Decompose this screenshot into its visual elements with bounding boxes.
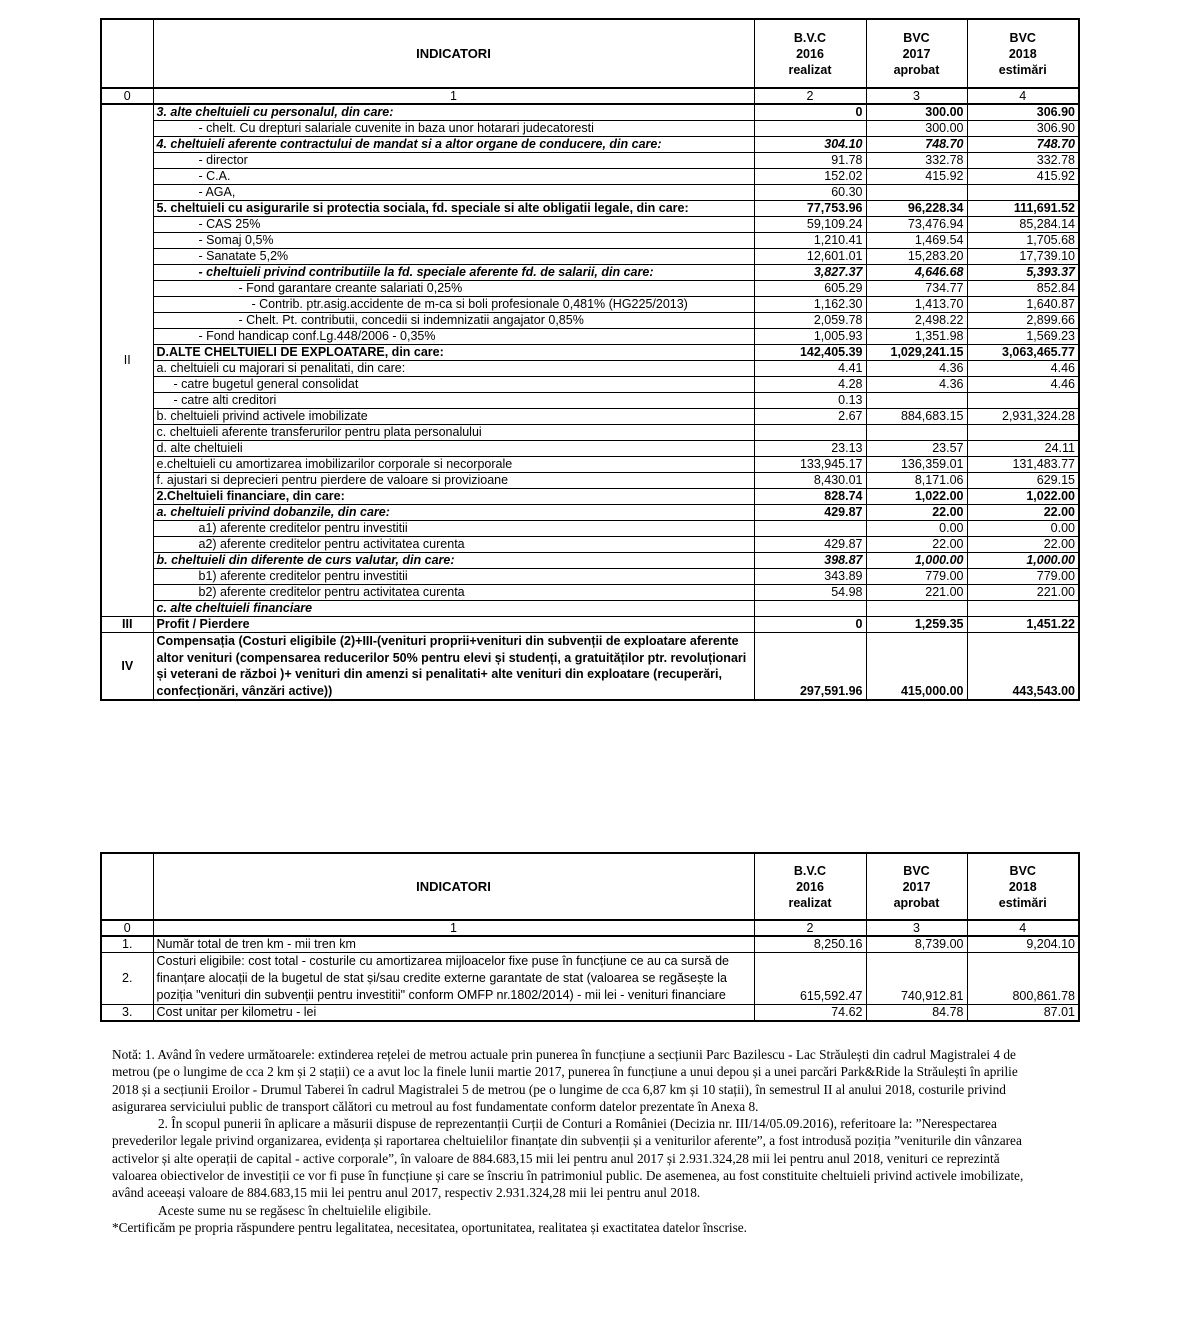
- row-label: 5. cheltuieli cu asigurarile si protectia sociala, fd. speciale si alte obligatii legale, din care:: [153, 201, 754, 217]
- table-row: [101, 585, 1079, 601]
- row-label: a. cheltuieli cu majorari si penalitati, din care:: [153, 361, 754, 377]
- row-label: - Sanatate 5,2%: [153, 249, 754, 265]
- value-2016: 133,945.17: [754, 457, 866, 473]
- row-label: Costuri eligibile: cost total - costurile cu amortizarea mijloacelor fixe puse în funcțiune ce au ca sursă de finanțare alocații de la bugetul de stat și/sau credite externe garantate de stat (valoarea se regăsește la poziția "venituri din subvenții pentru investitii" conform OMFP nr.1802/2014) - mii lei - venituri financiare: [153, 953, 754, 1005]
- table-row: [101, 169, 1079, 185]
- header-2018: BVC 2018 estimări: [967, 853, 1079, 920]
- value-2016: 12,601.01: [754, 249, 866, 265]
- header-2017: BVC 2017 aprobat: [866, 19, 967, 88]
- row-label: - Contrib. ptr.asig.accidente de m-ca si boli profesionale 0,481% (HG225/2013): [153, 297, 754, 313]
- row-label: e.cheltuieli cu amortizarea imobilizarilor corporale si necorporale: [153, 457, 754, 473]
- row-label: - C.A.: [153, 169, 754, 185]
- row-label: Profit / Pierdere: [153, 617, 754, 633]
- value-2017: 84.78: [866, 1005, 967, 1022]
- value-2016: 59,109.24: [754, 217, 866, 233]
- value-2017: 300.00: [866, 121, 967, 137]
- col-number: 1: [153, 920, 754, 936]
- value-2016: 1,210.41: [754, 233, 866, 249]
- row-label: - AGA,: [153, 185, 754, 201]
- value-2016: [754, 121, 866, 137]
- value-2018: 1,640.87: [967, 297, 1079, 313]
- table-row: [101, 297, 1079, 313]
- value-2016: 54.98: [754, 585, 866, 601]
- value-2017: 740,912.81: [866, 953, 967, 1005]
- value-2017: 1,413.70: [866, 297, 967, 313]
- col-number: 2: [754, 88, 866, 104]
- table-row: [101, 936, 1079, 953]
- value-2017: 22.00: [866, 537, 967, 553]
- value-2016: 0: [754, 617, 866, 633]
- value-2018: 9,204.10: [967, 936, 1079, 953]
- value-2017: 779.00: [866, 569, 967, 585]
- row-number: 3.: [101, 1005, 153, 1022]
- table-row: [101, 217, 1079, 233]
- value-2016: 8,430.01: [754, 473, 866, 489]
- value-2017: 73,476.94: [866, 217, 967, 233]
- value-2018: 443,543.00: [967, 633, 1079, 701]
- note-2: 2. În scopul punerii în aplicare a măsurii dispuse de reprezentanții Curții de Conturi a României (Decizia nr. III/14/05.09.2016), referitoare la: ”Nerespectarea prevederilor legale privind organizarea, evidența și raportarea cheltuielilor finanțate din subvenții și a veniturilor aferente”, a fost introdusă poziția ”veniturile din vânzarea activelor și alte operații de capital - active corporale”, în valoare de 884.683,15 mii lei pentru anul 2017 și 2.931.324,28 mii lei pentru anul 2018, venituri ce reprezintă valoarea obiectivelor de investiții ce vor fi puse în funcțiune și care se înscriu în patrimoniul public. De asemenea, au fost constituite cheltuieli privind activele imobilizate, având aceeași valoare de 884.683,15 mii lei pentru anul 2017, respectiv 2.931.324,28 mii lei pentru anul 2018.: [112, 1116, 1024, 1201]
- table-row: [101, 953, 1079, 1005]
- value-2017: 4.36: [866, 361, 967, 377]
- budget-table-2: [100, 852, 1080, 1022]
- note-4: *Certificăm pe propria răspundere pentru legalitatea, necesitatea, oportunitatea, realitatea și exactitatea datelor înscrise.: [112, 1219, 747, 1235]
- table-header: [101, 853, 1079, 920]
- table-row: [101, 233, 1079, 249]
- value-2018: 332.78: [967, 153, 1079, 169]
- column-numbers-row: [101, 88, 1079, 104]
- row-label: - Somaj 0,5%: [153, 233, 754, 249]
- value-2017: 1,351.98: [866, 329, 967, 345]
- row-label: - cheltuieli privind contributiile la fd. speciale aferente fd. de salarii, din care:: [153, 265, 754, 281]
- row-label: d. alte cheltuieli: [153, 441, 754, 457]
- header-indicator: INDICATORI: [153, 853, 754, 920]
- table-row-compensation: [101, 633, 1079, 701]
- footnotes: [112, 1046, 1042, 1236]
- value-2016: 4.41: [754, 361, 866, 377]
- value-2018: 2,899.66: [967, 313, 1079, 329]
- value-2016: 142,405.39: [754, 345, 866, 361]
- row-label: b2) aferente creditelor pentru activitatea curenta: [153, 585, 754, 601]
- table-row: [101, 457, 1079, 473]
- row-label: a2) aferente creditelor pentru activitatea curenta: [153, 537, 754, 553]
- value-2018: 85,284.14: [967, 217, 1079, 233]
- value-2016: 2,059.78: [754, 313, 866, 329]
- value-2018: [967, 425, 1079, 441]
- table-row: [101, 345, 1079, 361]
- value-2016: 0: [754, 104, 866, 121]
- value-2017: 0.00: [866, 521, 967, 537]
- row-label: 4. cheltuieli aferente contractului de mandat si a altor organe de conducere, din care:: [153, 137, 754, 153]
- table-row: [101, 553, 1079, 569]
- value-2016: 429.87: [754, 505, 866, 521]
- value-2018: 852.84: [967, 281, 1079, 297]
- row-label: Număr total de tren km - mii tren km: [153, 936, 754, 953]
- row-number: 1.: [101, 936, 153, 953]
- header-2016: B.V.C 2016 realizat: [754, 853, 866, 920]
- col-number: 3: [866, 920, 967, 936]
- header-col-0: [101, 853, 153, 920]
- value-2018: [967, 393, 1079, 409]
- table-row: [101, 409, 1079, 425]
- value-2017: 221.00: [866, 585, 967, 601]
- value-2017: 1,000.00: [866, 553, 967, 569]
- row-number: IV: [101, 633, 153, 701]
- row-label: f. ajustari si deprecieri pentru pierdere de valoare si provizioane: [153, 473, 754, 489]
- value-2018: 1,705.68: [967, 233, 1079, 249]
- value-2016: 77,753.96: [754, 201, 866, 217]
- value-2018: 1,022.00: [967, 489, 1079, 505]
- table-row: [101, 137, 1079, 153]
- table-row: [101, 425, 1079, 441]
- table-row: [101, 281, 1079, 297]
- row-label: 3. alte cheltuieli cu personalul, din care:: [153, 104, 754, 121]
- value-2017: 734.77: [866, 281, 967, 297]
- note-3: Aceste sume nu se regăsesc în cheltuielile eligibile.: [158, 1202, 432, 1218]
- table-row: [101, 265, 1079, 281]
- value-2016: [754, 601, 866, 617]
- table-row: [101, 185, 1079, 201]
- table-row: [101, 1005, 1079, 1022]
- row-label: b. cheltuieli privind activele imobilizate: [153, 409, 754, 425]
- header-col-0: [101, 19, 153, 88]
- value-2017: 300.00: [866, 104, 967, 121]
- value-2018: 131,483.77: [967, 457, 1079, 473]
- value-2016: 74.62: [754, 1005, 866, 1022]
- value-2018: 87.01: [967, 1005, 1079, 1022]
- table-row: [101, 537, 1079, 553]
- row-label: - Fond handicap conf.Lg.448/2006 - 0,35%: [153, 329, 754, 345]
- value-2018: 748.70: [967, 137, 1079, 153]
- value-2018: 0.00: [967, 521, 1079, 537]
- table-row: [101, 569, 1079, 585]
- value-2018: [967, 601, 1079, 617]
- row-label: Cost unitar per kilometru - lei: [153, 1005, 754, 1022]
- table-row: [101, 393, 1079, 409]
- row-label: b1) aferente creditelor pentru investitii: [153, 569, 754, 585]
- value-2017: [866, 393, 967, 409]
- row-label: a. cheltuieli privind dobanzile, din care:: [153, 505, 754, 521]
- value-2018: 415.92: [967, 169, 1079, 185]
- value-2017: 2,498.22: [866, 313, 967, 329]
- value-2018: 629.15: [967, 473, 1079, 489]
- value-2018: 1,000.00: [967, 553, 1079, 569]
- row-label: - chelt. Cu drepturi salariale cuvenite in baza unor hotarari judecatoresti: [153, 121, 754, 137]
- value-2016: 605.29: [754, 281, 866, 297]
- table-row-profit: [101, 617, 1079, 633]
- value-2018: 5,393.37: [967, 265, 1079, 281]
- col-number: 0: [101, 920, 153, 936]
- value-2018: 1,451.22: [967, 617, 1079, 633]
- col-number: 0: [101, 88, 153, 104]
- row-label: b. cheltuieli din diferente de curs valutar, din care:: [153, 553, 754, 569]
- value-2017: [866, 425, 967, 441]
- value-2017: 8,739.00: [866, 936, 967, 953]
- table-row: [101, 313, 1079, 329]
- table-row: [101, 441, 1079, 457]
- value-2018: 2,931,324.28: [967, 409, 1079, 425]
- value-2016: 1,162.30: [754, 297, 866, 313]
- value-2016: 398.87: [754, 553, 866, 569]
- value-2017: 22.00: [866, 505, 967, 521]
- value-2017: 96,228.34: [866, 201, 967, 217]
- value-2017: 23.57: [866, 441, 967, 457]
- value-2018: 221.00: [967, 585, 1079, 601]
- table-row: [101, 329, 1079, 345]
- col-number: 3: [866, 88, 967, 104]
- value-2017: 884,683.15: [866, 409, 967, 425]
- value-2016: 60.30: [754, 185, 866, 201]
- row-label: a1) aferente creditelor pentru investitii: [153, 521, 754, 537]
- col-number: 4: [967, 920, 1079, 936]
- value-2017: 4,646.68: [866, 265, 967, 281]
- value-2018: 22.00: [967, 505, 1079, 521]
- table-row: [101, 601, 1079, 617]
- value-2016: 615,592.47: [754, 953, 866, 1005]
- row-label: - CAS 25%: [153, 217, 754, 233]
- value-2017: 415,000.00: [866, 633, 967, 701]
- value-2018: 1,569.23: [967, 329, 1079, 345]
- table-row: [101, 104, 1079, 121]
- value-2017: 136,359.01: [866, 457, 967, 473]
- header-2018: BVC 2018 estimări: [967, 19, 1079, 88]
- value-2016: 23.13: [754, 441, 866, 457]
- value-2017: 15,283.20: [866, 249, 967, 265]
- value-2016: 297,591.96: [754, 633, 866, 701]
- value-2017: 1,022.00: [866, 489, 967, 505]
- value-2016: 304.10: [754, 137, 866, 153]
- row-label: - Fond garantare creante salariati 0,25%: [153, 281, 754, 297]
- value-2018: [967, 185, 1079, 201]
- value-2017: 748.70: [866, 137, 967, 153]
- value-2017: 1,469.54: [866, 233, 967, 249]
- value-2016: [754, 521, 866, 537]
- table-row: [101, 473, 1079, 489]
- header-2017: BVC 2017 aprobat: [866, 853, 967, 920]
- value-2016: 4.28: [754, 377, 866, 393]
- row-label: c. alte cheltuieli financiare: [153, 601, 754, 617]
- value-2017: [866, 601, 967, 617]
- row-label: Compensația (Costuri eligibile (2)+III-(venituri proprii+venituri din subvenții de exploatare aferente altor venituri (compensarea reducerilor 50% pentru elevi și studenți, a gratuităților ptr. revoluționari și veterani de război )+ venituri din amenzi si penalitati+ alte venituri din exploatare (recuperări, confecționări, vânzări active)): [153, 633, 754, 701]
- value-2018: 306.90: [967, 104, 1079, 121]
- value-2017: [866, 185, 967, 201]
- value-2017: 1,259.35: [866, 617, 967, 633]
- col-number: 4: [967, 88, 1079, 104]
- table-row: [101, 201, 1079, 217]
- row-number: III: [101, 617, 153, 633]
- value-2018: 111,691.52: [967, 201, 1079, 217]
- value-2018: 800,861.78: [967, 953, 1079, 1005]
- row-label: - Chelt. Pt. contributii, concedii si indemnizatii angajator 0,85%: [153, 313, 754, 329]
- value-2018: 17,739.10: [967, 249, 1079, 265]
- value-2016: 152.02: [754, 169, 866, 185]
- value-2017: 4.36: [866, 377, 967, 393]
- value-2016: 91.78: [754, 153, 866, 169]
- row-label: 2.Cheltuieli financiare, din care:: [153, 489, 754, 505]
- table-row: [101, 121, 1079, 137]
- value-2016: 8,250.16: [754, 936, 866, 953]
- value-2016: 0.13: [754, 393, 866, 409]
- value-2016: 3,827.37: [754, 265, 866, 281]
- row-label: c. cheltuieli aferente transferurilor pentru plata personalului: [153, 425, 754, 441]
- value-2016: 828.74: [754, 489, 866, 505]
- value-2018: 306.90: [967, 121, 1079, 137]
- row-label: - director: [153, 153, 754, 169]
- value-2018: 3,063,465.77: [967, 345, 1079, 361]
- table-row: [101, 505, 1079, 521]
- note-1: Notă: 1. Având în vedere următoarele: extinderea rețelei de metrou actuale prin punerea în funcțiune a secțiunii Parc Bazilescu - Lac Străulești din cadrul Magistralei 4 de metrou (pe o lungime de cca 2 km și 2 stații) ce a avut loc la finele lunii martie 2017, punerea în funcțiune a unui depou și a unei parcări Park&Ride la Străulești în aprilie 2018 și a secțiunii Eroilor - Drumul Taberei în cadrul Magistralei 5 de metrou (pe o lungime de cca 6,87 km și 10 stații), în semestrul II al anului 2018, costurile privind asigurarea serviciului public de transport călători cu metroul au fost fundamentate conform datelor prezentate în Anexa 8.: [112, 1047, 1018, 1114]
- table-row: [101, 361, 1079, 377]
- col-number: 2: [754, 920, 866, 936]
- value-2018: 4.46: [967, 377, 1079, 393]
- table-row: [101, 377, 1079, 393]
- value-2016: 2.67: [754, 409, 866, 425]
- col-number: 1: [153, 88, 754, 104]
- value-2016: 1,005.93: [754, 329, 866, 345]
- section-number: II: [101, 104, 153, 617]
- table-row: [101, 153, 1079, 169]
- column-numbers-row: [101, 920, 1079, 936]
- row-label: - catre alti creditori: [153, 393, 754, 409]
- value-2017: 1,029,241.15: [866, 345, 967, 361]
- header-2016: B.V.C 2016 realizat: [754, 19, 866, 88]
- header-indicator: INDICATORI: [153, 19, 754, 88]
- value-2016: 429.87: [754, 537, 866, 553]
- row-label: D.ALTE CHELTUIELI DE EXPLOATARE, din care:: [153, 345, 754, 361]
- value-2018: 22.00: [967, 537, 1079, 553]
- value-2017: 415.92: [866, 169, 967, 185]
- table-row: [101, 521, 1079, 537]
- row-number: 2.: [101, 953, 153, 1005]
- value-2018: 779.00: [967, 569, 1079, 585]
- table-header: [101, 19, 1079, 88]
- value-2016: 343.89: [754, 569, 866, 585]
- budget-table-1: [100, 18, 1080, 701]
- value-2018: 4.46: [967, 361, 1079, 377]
- table-row: [101, 489, 1079, 505]
- row-label: - catre bugetul general consolidat: [153, 377, 754, 393]
- value-2017: 332.78: [866, 153, 967, 169]
- value-2018: 24.11: [967, 441, 1079, 457]
- value-2016: [754, 425, 866, 441]
- value-2017: 8,171.06: [866, 473, 967, 489]
- table-row: [101, 249, 1079, 265]
